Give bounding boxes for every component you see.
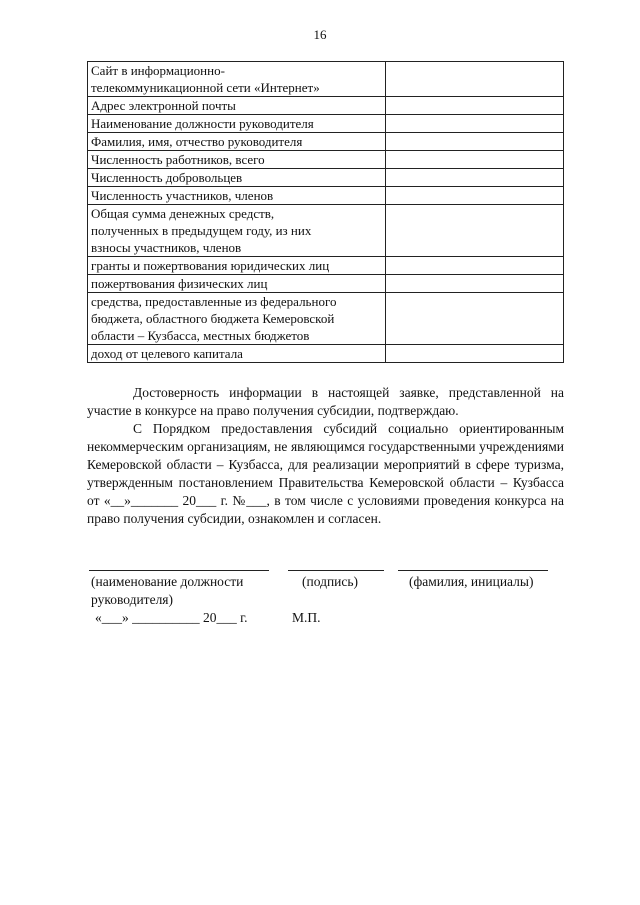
signature-line[interactable] xyxy=(288,570,384,571)
row-value-cell[interactable] xyxy=(386,187,564,205)
table-row xyxy=(88,293,564,345)
table-row xyxy=(88,345,564,363)
row-label: Численность добровольцев xyxy=(88,169,386,187)
date-line: «___» __________ 20___ г. xyxy=(95,610,248,625)
row-label: Общая сумма денежных средств, полученных в предыдущем году, из них взносы участников, членов xyxy=(88,205,386,257)
table-row xyxy=(88,205,564,257)
row-value-cell[interactable] xyxy=(386,151,564,169)
table-row xyxy=(88,275,564,293)
table-row xyxy=(88,187,564,205)
table-row xyxy=(88,97,564,115)
row-value-cell[interactable] xyxy=(386,62,564,97)
table-row xyxy=(88,151,564,169)
page-number: 16 xyxy=(313,27,327,42)
table-row xyxy=(88,133,564,151)
row-label: Наименование должности руководителя xyxy=(88,115,386,133)
procedure-paragraph: С Порядком предоставления субсидий социально ориентированным некоммерческим организациям, не являющимся государственными учреждениями Кемеровской области – Кузбасса, для реализации мероприятий в сфере туризма, утвержденным постановлением Правительства Кемеровской области – Кузбасса от «__»_______ 20___ г. №___, в том числе с условиями проведения конкурса на право получения субсидии, ознакомлен и согласен. xyxy=(87,421,564,526)
organization-info-table xyxy=(87,61,564,363)
row-value-cell[interactable] xyxy=(386,115,564,133)
name-line[interactable] xyxy=(398,570,548,571)
table-row xyxy=(88,62,564,97)
confirmation-paragraph: Достоверность информации в настоящей заявке, представленной на участие в конкурсе на право получения субсидии, подтверждаю. xyxy=(87,385,564,418)
row-label: Адрес электронной почты xyxy=(88,97,386,115)
name-caption: (фамилия, инициалы) xyxy=(409,574,534,589)
row-value-cell[interactable] xyxy=(386,169,564,187)
row-label: Численность работников, всего xyxy=(88,151,386,169)
position-line[interactable] xyxy=(89,570,269,571)
position-caption: (наименование должности xyxy=(91,574,244,589)
row-value-cell[interactable] xyxy=(386,133,564,151)
row-value-cell[interactable] xyxy=(386,205,564,257)
row-label: Фамилия, имя, отчество руководителя xyxy=(88,133,386,151)
row-value-cell[interactable] xyxy=(386,275,564,293)
row-label: доход от целевого капитала xyxy=(88,345,386,363)
row-label: пожертвования физических лиц xyxy=(88,275,386,293)
position-caption-continued: руководителя) xyxy=(91,592,174,607)
table-row xyxy=(88,169,564,187)
row-label: Сайт в информационно- телекоммуникационной сети «Интернет» xyxy=(88,62,386,97)
table-row xyxy=(88,257,564,275)
row-value-cell[interactable] xyxy=(386,293,564,345)
row-value-cell[interactable] xyxy=(386,257,564,275)
row-label: гранты и пожертвования юридических лиц xyxy=(88,257,386,275)
stamp-label: М.П. xyxy=(292,610,321,625)
signature-caption: (подпись) xyxy=(302,574,359,589)
row-label: средства, предоставленные из федерального бюджета, областного бюджета Кемеровской области – Кузбасса, местных бюджетов xyxy=(88,293,386,345)
row-label: Численность участников, членов xyxy=(88,187,386,205)
row-value-cell[interactable] xyxy=(386,97,564,115)
table-row xyxy=(88,115,564,133)
row-value-cell[interactable] xyxy=(386,345,564,363)
